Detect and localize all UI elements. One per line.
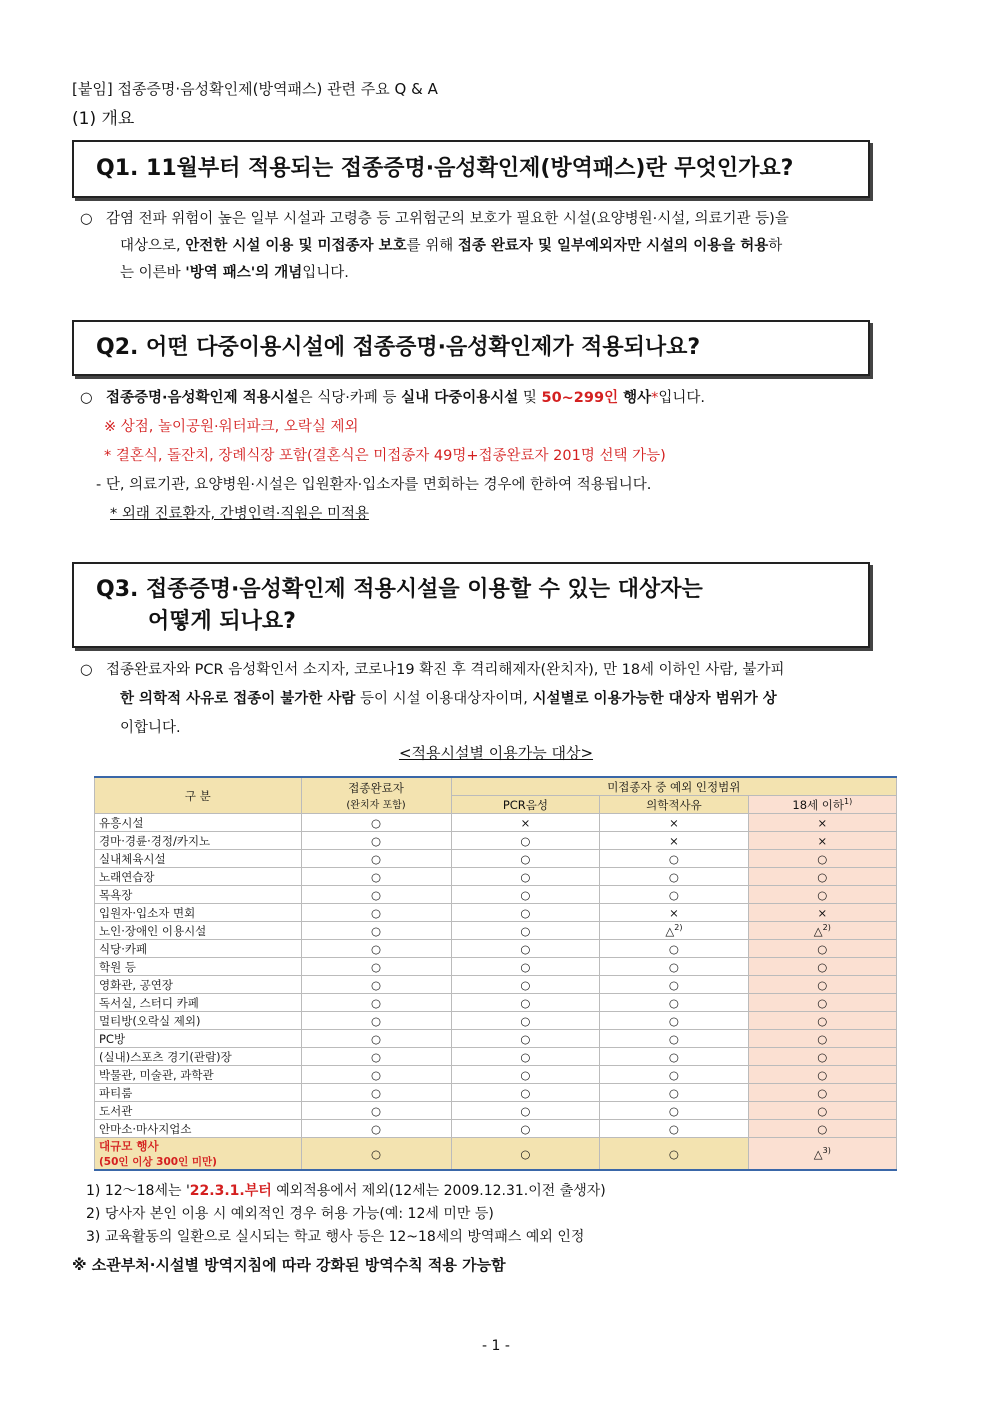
answer-2-text: 및 [518, 390, 542, 406]
facility-name-value: 파티룸 [99, 1085, 133, 1100]
th-exempt: 미접종자 중 예외 인정범위 [451, 777, 896, 796]
under18-cell-value: ○ [817, 887, 828, 902]
vaccinated-cell-value: ○ [371, 1013, 382, 1028]
facility-name-value: 도서관 [99, 1103, 133, 1118]
vaccinated-cell [301, 1084, 451, 1102]
pcr-cell-value: ○ [520, 905, 531, 920]
under18-cell-sup: 2) [822, 923, 831, 933]
under18-cell [748, 1102, 896, 1120]
general-note: ※ 소관부처·시설별 방역지침에 따라 강화된 방역수칙 적용 가능함 [72, 1256, 506, 1274]
medical-cell-value: ○ [668, 1103, 679, 1118]
facility-name-value: 실내체육시설 [99, 851, 166, 866]
answer-2-dash: - 단, 의료기관, 요양병원·시설은 입원환자·입소자를 면회하는 경우에 한하여 적용됩니다. [96, 477, 652, 493]
pcr-cell-value: ○ [520, 833, 531, 848]
facility-name-value: 노인·장애인 이용시설 [99, 923, 207, 938]
th-under18 [748, 796, 896, 814]
table-row [95, 1048, 897, 1066]
under18-cell [748, 868, 896, 886]
question-1-title: Q1. 11월부터 적용되는 접종증명·음성확인제(방역패스)란 무엇인가요? [96, 156, 794, 181]
th-medical: 의학적사유 [600, 796, 748, 814]
vaccinated-cell-value: ○ [371, 1085, 382, 1100]
answer-3-text: 등이 시설 이용대상자이며, [355, 691, 533, 707]
facility-name-value: 멀티방(오락실 제외) [99, 1013, 201, 1028]
under18-cell [748, 886, 896, 904]
facility-name-value: 입원자·입소자 면회 [99, 905, 196, 920]
under18-cell-value: ○ [817, 1031, 828, 1046]
facility-name [95, 1012, 302, 1030]
answer-1-bold: 접종 완료자 및 일부예외자만 시설의 이용을 허용 [457, 238, 769, 254]
answer-2-red: 50~299인 [541, 390, 619, 406]
vaccinated-cell-value: ○ [371, 977, 382, 992]
under18-cell [748, 1084, 896, 1102]
under18-cell-value: ○ [817, 995, 828, 1010]
th-pcr: PCR음성 [451, 796, 600, 814]
medical-cell [600, 1120, 748, 1138]
vaccinated-cell [301, 1030, 451, 1048]
medical-cell [600, 886, 748, 904]
pcr-cell [451, 994, 600, 1012]
question-3-box [72, 562, 870, 648]
medical-cell-value: △ [665, 923, 675, 938]
facility-name [95, 1048, 302, 1066]
medical-cell [600, 1030, 748, 1048]
pcr-cell-value: ○ [520, 977, 531, 992]
pcr-cell [451, 1084, 600, 1102]
under18-cell [748, 994, 896, 1012]
table-row [95, 1102, 897, 1120]
pcr-cell [451, 832, 600, 850]
table-row [95, 940, 897, 958]
pcr-cell [451, 904, 600, 922]
table-row [95, 922, 897, 940]
footnote-3: 3) 교육활동의 일환으로 실시되는 학교 행사 등은 12~18세의 방역패스 예외 인정 [86, 1229, 585, 1245]
facility-name-value: 영화관, 공연장 [99, 977, 173, 992]
medical-cell [600, 1138, 748, 1171]
medical-cell-value: × [669, 905, 679, 920]
medical-cell [600, 940, 748, 958]
medical-cell [600, 868, 748, 886]
facility-name [95, 850, 302, 868]
under18-cell [748, 1012, 896, 1030]
bullet-circle: ○ [80, 390, 93, 406]
answer-2-note2: * 결혼식, 돌잔치, 장례식장 포함(결혼식은 미접종자 49명+접종완료자 201명 선택 가능) [104, 448, 666, 464]
answer-3 [80, 656, 925, 743]
pcr-cell-value: ○ [520, 1085, 531, 1100]
under18-cell [748, 850, 896, 868]
medical-cell [600, 850, 748, 868]
answer-1-line1: 감염 전파 위험이 높은 일부 시설과 고령층 등 고위험군의 보호가 필요한 시설(요양병원·시설, 의료기관 등)을 [106, 211, 789, 227]
answer-2-bold: 접종증명·음성확인제 적용시설 [106, 390, 299, 406]
answer-2-star: * [651, 390, 659, 406]
table-row [95, 1012, 897, 1030]
table-row [95, 1066, 897, 1084]
table-caption: <적용시설별 이용가능 대상> [398, 744, 594, 762]
medical-cell-value: ○ [668, 1085, 679, 1100]
table-row-large-event [95, 1138, 897, 1171]
medical-cell-sup: 2) [674, 923, 683, 933]
answer-3-line1: 접종완료자와 PCR 음성확인서 소지자, 코로나19 확진 후 격리해제자(완치자), 만 18세 이하인 사람, 불가피 [106, 662, 785, 678]
question-1-box [72, 140, 870, 198]
medical-cell-value: ○ [668, 1031, 679, 1046]
vaccinated-cell-value: ○ [371, 905, 382, 920]
question-2-title: Q2. 어떤 다중이용시설에 접종증명·음성확인제가 적용되나요? [96, 335, 701, 360]
th-vaccinated-label: 접종완료자 [348, 781, 404, 795]
under18-cell [748, 922, 896, 940]
under18-cell-value: ○ [817, 1049, 828, 1064]
table-row [95, 850, 897, 868]
answer-1-bold: '방역 패스'의 개념 [185, 265, 303, 281]
th-category: 구 분 [95, 777, 302, 814]
vaccinated-cell-value: ○ [371, 815, 382, 830]
vaccinated-cell-value: ○ [371, 1146, 382, 1161]
answer-2-text: 입니다. [658, 390, 706, 406]
pcr-cell [451, 1102, 600, 1120]
medical-cell [600, 1048, 748, 1066]
facility-name [95, 904, 302, 922]
under18-cell-value: ○ [817, 1121, 828, 1136]
table-row [95, 1030, 897, 1048]
answer-1-text: 하 [768, 238, 783, 254]
question-2-box [72, 320, 870, 376]
th-vaccinated-sub: (완치자 포함) [346, 800, 406, 811]
medical-cell [600, 922, 748, 940]
medical-cell [600, 958, 748, 976]
vaccinated-cell-value: ○ [371, 959, 382, 974]
large-event-name: 대규모 행사 [99, 1139, 159, 1153]
bullet-circle: ○ [80, 211, 93, 227]
under18-cell-value: △ [813, 923, 823, 938]
under18-cell [748, 832, 896, 850]
medical-cell-value: × [669, 833, 679, 848]
answer-2-note1: ※ 상점, 놀이공원·워터파크, 오락실 제외 [104, 419, 359, 435]
medical-cell-value: ○ [668, 977, 679, 992]
vaccinated-cell-value: ○ [371, 869, 382, 884]
pcr-cell [451, 1138, 600, 1171]
pcr-cell-value: ○ [520, 1031, 531, 1046]
table-row [95, 904, 897, 922]
facility-table [94, 776, 897, 1171]
vaccinated-cell-value: ○ [371, 833, 382, 848]
facility-name [95, 1120, 302, 1138]
pcr-cell [451, 850, 600, 868]
under18-cell-value: ○ [817, 1013, 828, 1028]
medical-cell-value: ○ [668, 1146, 679, 1161]
facility-name [95, 886, 302, 904]
table-row [95, 886, 897, 904]
table-row [95, 814, 897, 832]
answer-3-bold: 시설별로 이용가능한 대상자 범위가 상 [532, 691, 777, 707]
facility-name [95, 940, 302, 958]
footnote-1-pre: 1) 12～18세는 ' [86, 1183, 190, 1199]
answer-1-text: 입니다. [302, 265, 349, 281]
th-under18-sup: 1) [844, 796, 853, 806]
medical-cell-value: ○ [668, 851, 679, 866]
facility-name-value: 안마소·마사지업소 [99, 1121, 192, 1136]
under18-cell-sup: 3) [822, 1146, 831, 1156]
vaccinated-cell [301, 850, 451, 868]
under18-cell-value: × [817, 905, 828, 920]
under18-cell-value: △ [813, 1146, 823, 1161]
under18-cell [748, 1120, 896, 1138]
facility-name [95, 1138, 302, 1171]
th-vaccinated [301, 777, 451, 814]
pcr-cell [451, 976, 600, 994]
pcr-cell-value: ○ [520, 851, 531, 866]
under18-cell [748, 958, 896, 976]
pcr-cell [451, 814, 600, 832]
table-row [95, 958, 897, 976]
vaccinated-cell [301, 940, 451, 958]
facility-name-value: (실내)스포츠 경기(관람)장 [99, 1049, 232, 1064]
table-row [95, 868, 897, 886]
facility-name [95, 1030, 302, 1048]
table-row [95, 994, 897, 1012]
pcr-cell [451, 1048, 600, 1066]
medical-cell [600, 994, 748, 1012]
pcr-cell [451, 868, 600, 886]
attachment-header: [붙임] 접종증명·음성확인제(방역패스) 관련 주요 Q & A [72, 80, 438, 98]
facility-name-value: 경마·경륜·경정/카지노 [99, 833, 211, 848]
facility-name [95, 868, 302, 886]
under18-cell-value: ○ [817, 851, 828, 866]
answer-2-star-note: * 외래 진료환자, 간병인력·직원은 미적용 [110, 506, 370, 522]
vaccinated-cell-value: ○ [371, 995, 382, 1010]
table-row [95, 1084, 897, 1102]
under18-cell [748, 1066, 896, 1084]
medical-cell [600, 904, 748, 922]
under18-cell [748, 814, 896, 832]
pcr-cell-value: ○ [520, 869, 531, 884]
facility-name [95, 994, 302, 1012]
facility-name-value: PC방 [99, 1031, 126, 1046]
facility-name-value: 유흥시설 [99, 815, 144, 830]
medical-cell [600, 1012, 748, 1030]
vaccinated-cell [301, 1012, 451, 1030]
vaccinated-cell [301, 886, 451, 904]
vaccinated-cell [301, 832, 451, 850]
answer-1-bold: 안전한 시설 이용 및 미접종자 보호 [185, 238, 407, 254]
pcr-cell-value: ○ [520, 887, 531, 902]
facility-name [95, 1066, 302, 1084]
answer-1-text: 는 이른바 [120, 265, 186, 281]
under18-cell-value: ○ [817, 977, 828, 992]
medical-cell [600, 976, 748, 994]
under18-cell-value: ○ [817, 1103, 828, 1118]
vaccinated-cell-value: ○ [371, 1031, 382, 1046]
answer-1-text: 대상으로, [120, 238, 186, 254]
facility-name-value: 독서실, 스터디 카페 [99, 995, 199, 1010]
under18-cell [748, 1048, 896, 1066]
vaccinated-cell [301, 922, 451, 940]
facility-name [95, 922, 302, 940]
medical-cell-value: ○ [668, 1067, 679, 1082]
vaccinated-cell [301, 1066, 451, 1084]
vaccinated-cell-value: ○ [371, 887, 382, 902]
facility-name [95, 1084, 302, 1102]
pcr-cell-value: ○ [520, 995, 531, 1010]
pcr-cell [451, 1066, 600, 1084]
vaccinated-cell-value: ○ [371, 851, 382, 866]
table-row [95, 832, 897, 850]
under18-cell-value: × [817, 833, 828, 848]
facility-name [95, 814, 302, 832]
medical-cell-value: ○ [668, 1013, 679, 1028]
vaccinated-cell [301, 994, 451, 1012]
pcr-cell-value: ○ [520, 959, 531, 974]
vaccinated-cell [301, 1048, 451, 1066]
answer-1-text: 를 위해 [406, 238, 458, 254]
medical-cell [600, 1102, 748, 1120]
vaccinated-cell [301, 868, 451, 886]
medical-cell-value: ○ [668, 887, 679, 902]
medical-cell-value: × [669, 815, 679, 830]
medical-cell-value: ○ [668, 959, 679, 974]
pcr-cell-value: ○ [520, 1103, 531, 1118]
vaccinated-cell [301, 976, 451, 994]
pcr-cell-value: × [520, 815, 531, 830]
pcr-cell-value: ○ [520, 1121, 531, 1136]
facility-name [95, 1102, 302, 1120]
facility-name-value: 학원 등 [99, 959, 136, 974]
answer-3-bold: 한 의학적 사유로 접종이 불가한 사람 [120, 691, 356, 707]
facility-name [95, 976, 302, 994]
medical-cell-value: ○ [668, 1121, 679, 1136]
medical-cell [600, 814, 748, 832]
pcr-cell [451, 958, 600, 976]
table-row [95, 1120, 897, 1138]
vaccinated-cell [301, 958, 451, 976]
vaccinated-cell-value: ○ [371, 1067, 382, 1082]
medical-cell [600, 1066, 748, 1084]
table-row [95, 976, 897, 994]
answer-2-bold: 실내 다중이용시설 [401, 390, 519, 406]
facility-name-value: 박물관, 미술관, 과학관 [99, 1067, 214, 1082]
footnote-1-red: 22.3.1.부터 [189, 1183, 272, 1199]
under18-cell [748, 904, 896, 922]
question-3-title-line2: 어떻게 되나요? [148, 609, 296, 634]
vaccinated-cell [301, 1138, 451, 1171]
vaccinated-cell-value: ○ [371, 1049, 382, 1064]
under18-cell-value: ○ [817, 869, 828, 884]
answer-1 [80, 206, 925, 287]
facility-name-value: 목욕장 [99, 887, 133, 902]
pcr-cell [451, 886, 600, 904]
facility-name-value: 노래연습장 [99, 869, 155, 884]
large-event-range: (50인 이상 300인 미만) [99, 1156, 217, 1168]
footnote-1 [86, 1180, 606, 1203]
answer-2 [80, 384, 925, 529]
medical-cell [600, 1084, 748, 1102]
question-3-title-line1: Q3. 접종증명·음성확인제 적용시설을 이용할 수 있는 대상자는 [96, 577, 703, 602]
vaccinated-cell [301, 814, 451, 832]
under18-cell [748, 1030, 896, 1048]
under18-cell-value: ○ [817, 941, 828, 956]
under18-cell-value: × [817, 815, 828, 830]
vaccinated-cell-value: ○ [371, 1121, 382, 1136]
facility-name-value: 식당·카페 [99, 941, 148, 956]
footnote-1-post: 예외적용에서 제외(12세는 2009.12.31.이전 출생자) [271, 1183, 606, 1199]
pcr-cell-value: ○ [520, 923, 531, 938]
pcr-cell-value: ○ [520, 1067, 531, 1082]
th-under18-label: 18세 이하 [792, 797, 845, 812]
medical-cell-value: ○ [668, 1049, 679, 1064]
footnote-2: 2) 당사자 본인 이용 시 예외적인 경우 허용 가능(예: 12세 미만 등) [86, 1206, 494, 1222]
under18-cell [748, 1138, 896, 1171]
vaccinated-cell-value: ○ [371, 923, 382, 938]
vaccinated-cell [301, 904, 451, 922]
pcr-cell [451, 1120, 600, 1138]
under18-cell-value: ○ [817, 959, 828, 974]
medical-cell [600, 832, 748, 850]
pcr-cell [451, 1030, 600, 1048]
pcr-cell [451, 940, 600, 958]
page-number: - 1 - [482, 1338, 510, 1354]
pcr-cell [451, 1012, 600, 1030]
pcr-cell [451, 922, 600, 940]
vaccinated-cell-value: ○ [371, 941, 382, 956]
facility-name [95, 958, 302, 976]
answer-2-text: 은 식당·카페 등 [298, 390, 402, 406]
section-title: (1) 개요 [72, 109, 135, 129]
answer-2-bold: 행사 [618, 390, 652, 406]
pcr-cell-value: ○ [520, 941, 531, 956]
bullet-circle: ○ [80, 662, 93, 678]
under18-cell [748, 976, 896, 994]
pcr-cell-value: ○ [520, 1049, 531, 1064]
vaccinated-cell-value: ○ [371, 1103, 382, 1118]
medical-cell-value: ○ [668, 941, 679, 956]
vaccinated-cell [301, 1102, 451, 1120]
facility-name [95, 832, 302, 850]
vaccinated-cell [301, 1120, 451, 1138]
under18-cell-value: ○ [817, 1067, 828, 1082]
pcr-cell-value: ○ [520, 1013, 531, 1028]
medical-cell-value: ○ [668, 869, 679, 884]
pcr-cell-value: ○ [520, 1146, 531, 1161]
under18-cell [748, 940, 896, 958]
answer-3-line3: 이합니다. [120, 720, 181, 736]
under18-cell-value: ○ [817, 1085, 828, 1100]
medical-cell-value: ○ [668, 995, 679, 1010]
